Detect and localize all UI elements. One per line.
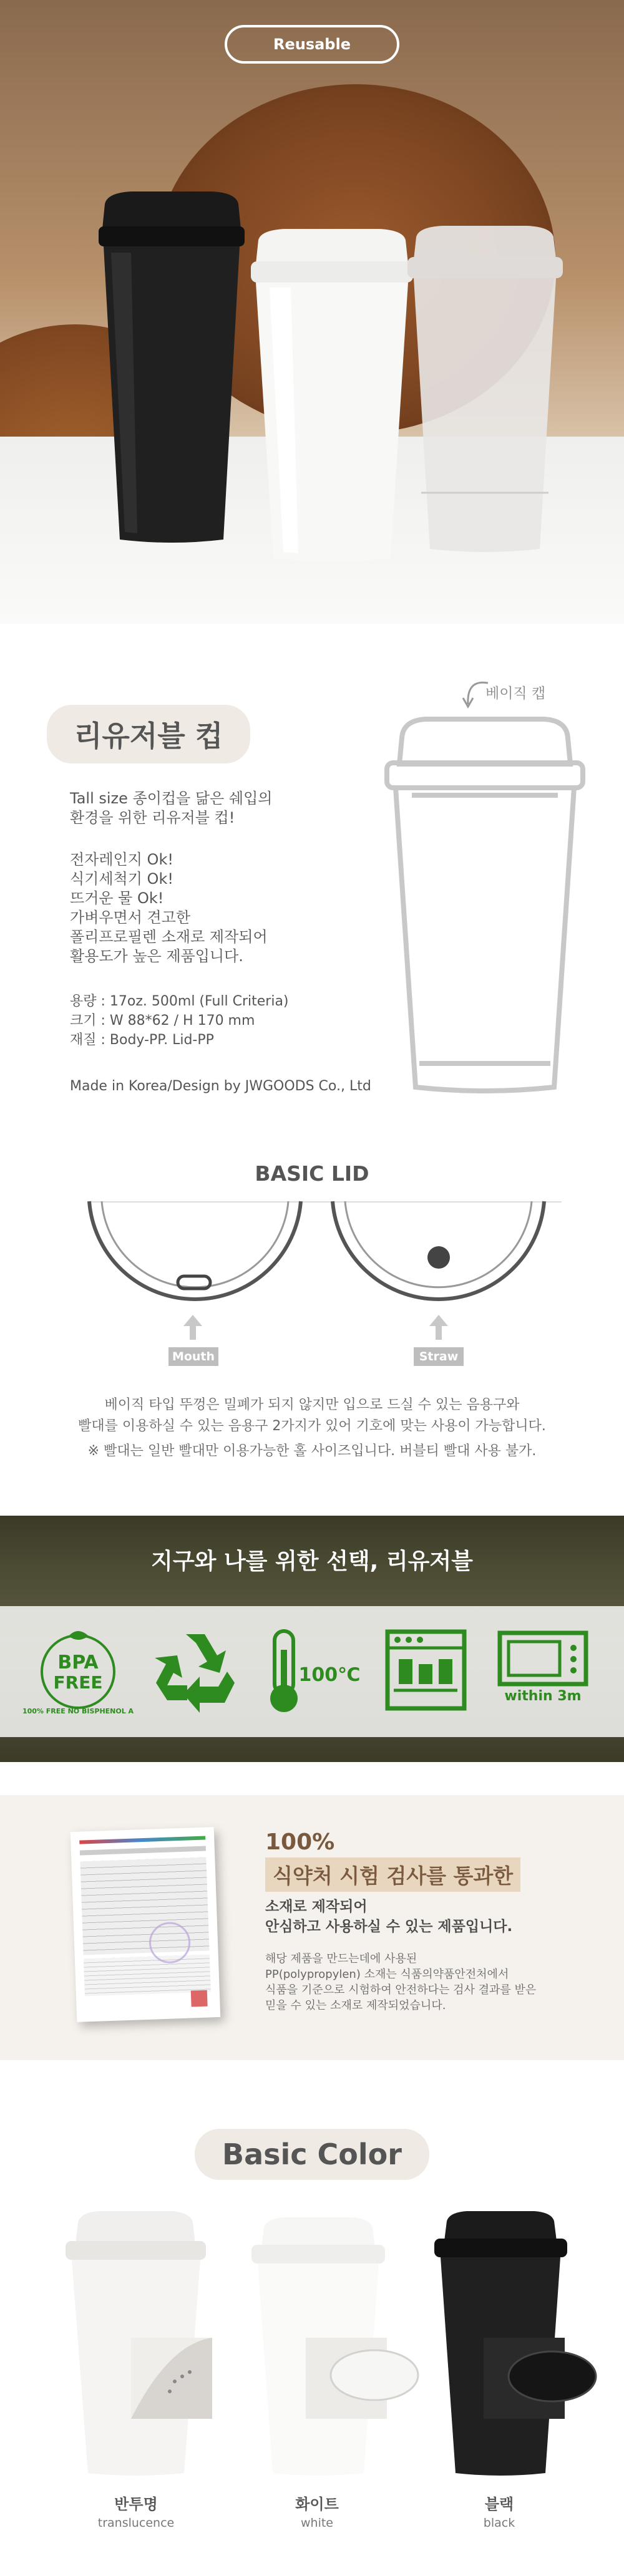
test-subline: 안심하고 사용하실 수 있는 제품입니다. [265, 1919, 513, 1935]
straw-lid-diagram [328, 1201, 549, 1326]
arrow-up-icon [429, 1315, 448, 1340]
test-section [0, 1795, 624, 2060]
color-name-ko: 화이트 [295, 2496, 339, 2513]
microwave-icon [496, 1629, 590, 1704]
product-title [47, 705, 250, 763]
test-body-line: 믿을 수 있는 소재로 제작되었습니다. [265, 1999, 446, 2012]
arrow-up-icon [183, 1315, 202, 1340]
test-percent: 100% [265, 1829, 335, 1855]
curved-arrow-icon [454, 677, 492, 711]
lid-description-line: 빨대를 이용하실 수 있는 음용구 2가지가 있어 기호에 맞는 사용이 가능합니다. [78, 1418, 546, 1434]
color-name-en: translucence [97, 2516, 175, 2530]
hero-section [0, 0, 624, 624]
feature-item: 활용도가 높은 제품입니다. [70, 947, 243, 965]
color-name-en: black [483, 2516, 515, 2530]
bpa-ring-text: 100% FREE NO BISPHENOL A [22, 1707, 134, 1715]
translucent-cup-image [402, 225, 568, 555]
test-certificate-image [71, 1827, 221, 2022]
intro-text [70, 789, 272, 828]
bpa-text: BPA [57, 1652, 99, 1673]
feature-item: 전자레인지 Ok! [70, 851, 173, 868]
feature-item: 폴리프로필렌 소재로 제작되어 [70, 928, 268, 946]
white-cup-image [245, 228, 419, 564]
test-body [265, 1951, 536, 2013]
black-lid-detail-image [484, 2338, 565, 2419]
basic-color-title-text: Basic Color [195, 2129, 429, 2180]
mouth-label: Mouth [168, 1347, 218, 1366]
temperature-text: 100℃ [298, 1664, 361, 1686]
lid-description [0, 1395, 624, 1462]
eco-section [0, 1516, 624, 1762]
color-name-ko: 블랙 [484, 2496, 514, 2513]
basic-color-title [0, 2129, 624, 2180]
test-body-line: 식품을 기준으로 시험하여 안전하다는 검사 결과를 받은 [265, 1983, 537, 1997]
colors-section [0, 2060, 624, 2576]
color-name-en: white [301, 2516, 333, 2530]
test-body-line: 해당 제품을 만드는데에 사용된 [265, 1952, 417, 1965]
spec-material: 재질 : Body-PP. Lid-PP [70, 1032, 214, 1048]
basic-lid-title: BASIC LID [255, 1161, 369, 1186]
free-text: FREE [53, 1672, 103, 1693]
product-title-text: 리유저블 컵 [47, 705, 250, 763]
test-body-line: PP(polypropylen) 소재는 식품의약품안전처에서 [265, 1968, 509, 1981]
made-in-text: Made in Korea/Design by JWGOODS Co., Ltd [70, 1078, 371, 1094]
thermometer-icon [262, 1625, 362, 1718]
feature-list [70, 850, 268, 966]
spec-size: 크기 : W 88*62 / H 170 mm [70, 1013, 255, 1029]
color-label-white [242, 2492, 392, 2530]
straw-label: Straw [414, 1347, 464, 1366]
mouth-lid-diagram [84, 1201, 306, 1326]
straw-note: ※ 빨대는 일반 빨대만 이용가능한 홀 사이즈입니다. 버블티 빨대 사용 불가. [87, 1443, 537, 1459]
feature-item: 식기세척기 Ok! [70, 870, 173, 888]
spec-capacity: 용량 : 17oz. 500ml (Full Criteria) [70, 994, 289, 1009]
bpa-free-icon [22, 1625, 134, 1718]
feature-item: 가벼우면서 견고한 [70, 909, 191, 926]
reusable-badge: Reusable [225, 25, 399, 64]
intro-line: 환경을 위한 리유저블 컵! [70, 809, 235, 826]
dishwasher-icon [384, 1628, 468, 1712]
intro-line: Tall size 종이컵을 닮은 쉐입의 [70, 790, 273, 807]
color-label-translucent [61, 2492, 211, 2530]
lid-note: 베이직 캡 [485, 685, 546, 702]
white-lid-detail-image [306, 2338, 387, 2419]
microwave-text: within 3m [504, 1688, 582, 1704]
translucent-lid-detail-image [131, 2338, 212, 2419]
lid-description-line: 베이직 타입 뚜껑은 밀폐가 되지 않지만 입으로 드실 수 있는 음용구와 [104, 1397, 520, 1413]
test-subline: 소재로 제작되어 [265, 1899, 368, 1915]
spec-details [70, 992, 289, 1050]
feature-item: 뜨거운 물 Ok! [70, 889, 164, 907]
eco-title: 지구와 나를 위한 선택, 리유저블 [151, 1549, 473, 1574]
cup-outline-diagram [382, 714, 588, 1095]
color-name-ko: 반투명 [114, 2496, 158, 2513]
recycle-icon [150, 1628, 240, 1715]
black-cup-image [94, 190, 250, 546]
color-label-black [424, 2492, 574, 2530]
test-headline: 식약처 시험 검사를 통과한 [265, 1857, 520, 1892]
